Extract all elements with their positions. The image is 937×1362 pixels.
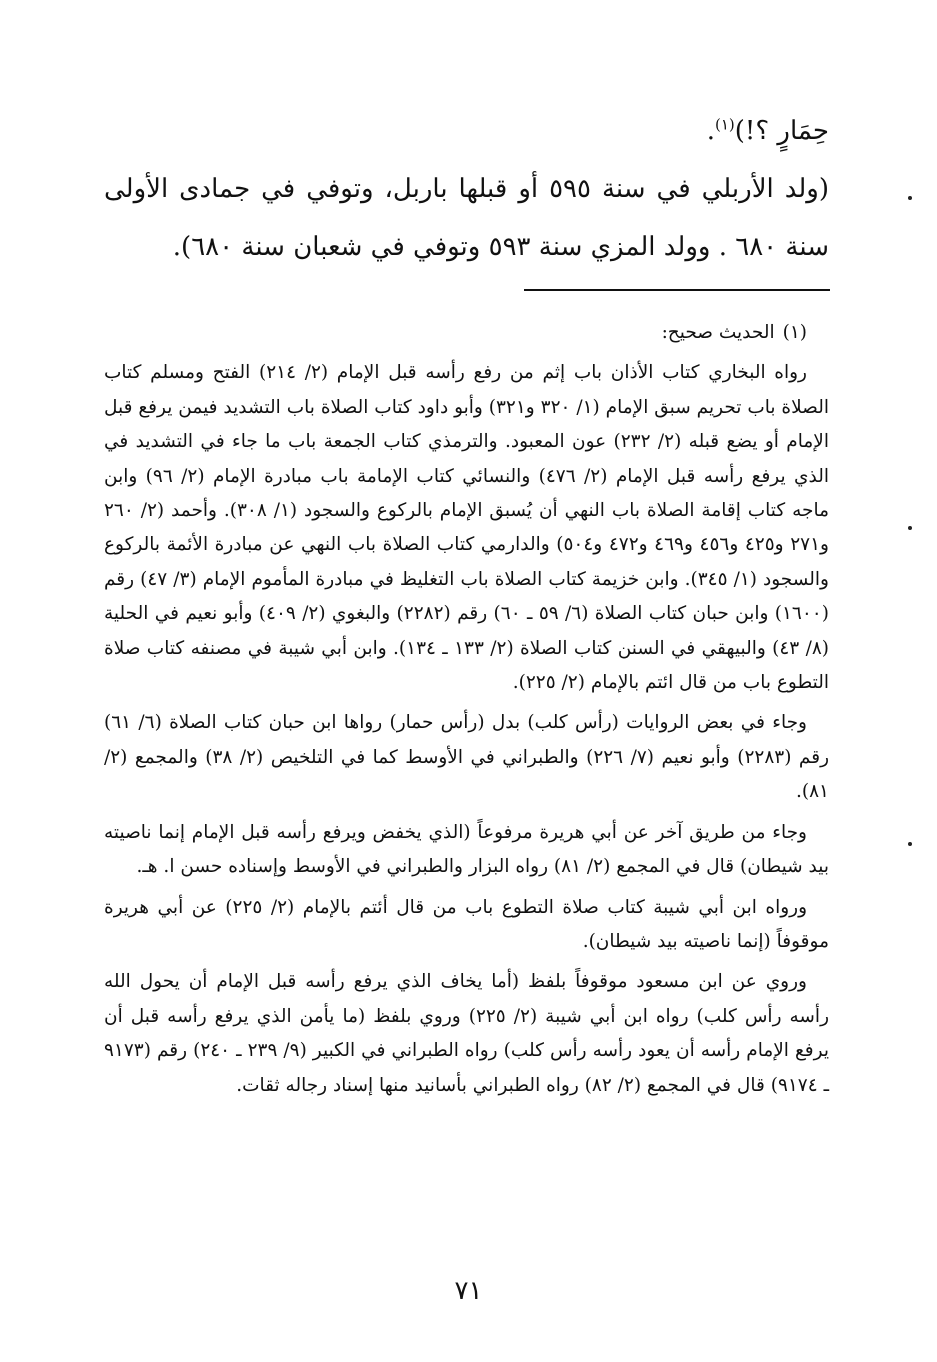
footnote-paragraph: وجاء في بعض الروايات (رأس كلب) بدل (رأس حمار) رواها ابن حبان كتاب الصلاة (٦/ ٦١) رقم (٢٢٨٣) وأبو نعيم (٧/ ٢٢٦) والطبراني في الأوسط كما في التلخيص (٢/ ٣٨) والمجمع (٢/ ٨١). xyxy=(104,712,829,803)
page-number: ٧١ xyxy=(454,1276,483,1306)
footnote-number: (١) xyxy=(782,322,807,343)
footnote-heading: الحديث صحيح: xyxy=(661,322,775,343)
footnote-heading-line xyxy=(104,316,829,350)
footnote-paragraph: رواه البخاري كتاب الأذان باب إثم من رفع رأسه قبل الإمام (٢/ ٢١٤) الفتح ومسلم كتاب الصلاة باب تحريم سبق الإمام (١/ ٣٢٠ و٣٢١) وأبو داود كتاب الصلاة باب التشديد فيمن يرفع قبل الإمام أو يضع قبله (٢/ ٢٣٢) عون المعبود. والترمذي كتاب الجمعة باب ما جاء في التشديد في الذي يرفع رأسه قبل الإمام (٢/ ٤٧٦) والنسائي كتاب الإمامة باب مبادرة الإمام (٢/ ٩٦) وابن ماجه كتاب إقامة الصلاة باب النهي أن يُسبق الإمام بالركوع والسجود (١/ ٣٠٨). وأحمد (٢/ ٢٦٠ و٢٧١ و٤٢٥ و٤٥٦ و٤٦٩ و٤٧٢ و٥٠٤) والدارمي كتاب الصلاة باب النهي عن مبادرة الأئمة بالركوع والسجود (١/ ٣٤٥). وابن خزيمة كتاب الصلاة باب التغليظ في مبادرة المأموم الإمام (٣/ ٤٧) رقم (١٦٠٠) وابن حبان كتاب الصلاة (٦/ ٥٩ ـ ٦٠) رقم (٢٢٨٢) والبغوي (٢/ ٤٠٩) وأبو نعيم في الحلية (٨/ ٤٣) والبيهقي في السنن كتاب الصلاة (٢/ ١٣٣ ـ ١٣٤). وابن أبي شيبة في مصنفه كتاب صلاة التطوع باب من قال ائتم بالإمام (٢/ ٢٢٥). xyxy=(104,362,830,694)
margin-dot xyxy=(908,842,912,846)
footnote-paragraph: ورواه ابن أبي شيبة كتاب صلاة التطوع باب من قال أئتم بالإمام (٢/ ٢٢٥) عن أبي هريرة موقوفاً (إنما ناصيته بيد شيطان). xyxy=(104,896,829,952)
top-line-text: حِمَارٍ ؟!) xyxy=(734,116,829,146)
top-line xyxy=(104,102,829,160)
footnote-reference: (١) xyxy=(714,115,735,134)
footnote-separator xyxy=(524,289,830,291)
footnote-paragraph: وجاء من طريق آخر عن أبي هريرة مرفوعاً (الذي يخفض ويرفع رأسه قبل الإمام إنما ناصيته بيد شيطان) قال في المجمع (٢/ ٨١) رواه البزار والطبراني في الأوسط وإسناده حسن ا. هـ. xyxy=(104,821,829,878)
margin-dot xyxy=(908,526,912,530)
margin-dot xyxy=(908,196,912,200)
top-line-end: . xyxy=(706,116,715,146)
main-paragraph: (ولد الأربلي في سنة ٥٩٥ أو قبلها باربل، وتوفي في جمادى الأولى سنة ٦٨٠ . وولد المزي سنة ٥٩٣ وتوفي في شعبان سنة ٦٨٠). xyxy=(104,174,830,262)
footnotes-section xyxy=(104,316,829,1109)
footnote-paragraph: وروي عن ابن مسعود موقوفاً بلفظ (أما يخاف الذي يرفع رأسه قبل الإمام أن يحول الله رأسه رأس كلب) رواه ابن أبي شيبة (٢/ ٢٢٥) وروي بلفظ (ما يأمن الذي يرفع رأسه قبل أن يرفع الإمام رأسه أن يعود رأسه رأس كلب) رواه الطبراني في الكبير (٩/ ٢٣٩ ـ ٢٤٠) رقم (٩١٧٣ ـ ٩١٧٤) قال في المجمع (٢/ ٨٢) رواه الطبراني بأسانيد منها إسناد رجاله ثقات. xyxy=(104,971,830,1096)
